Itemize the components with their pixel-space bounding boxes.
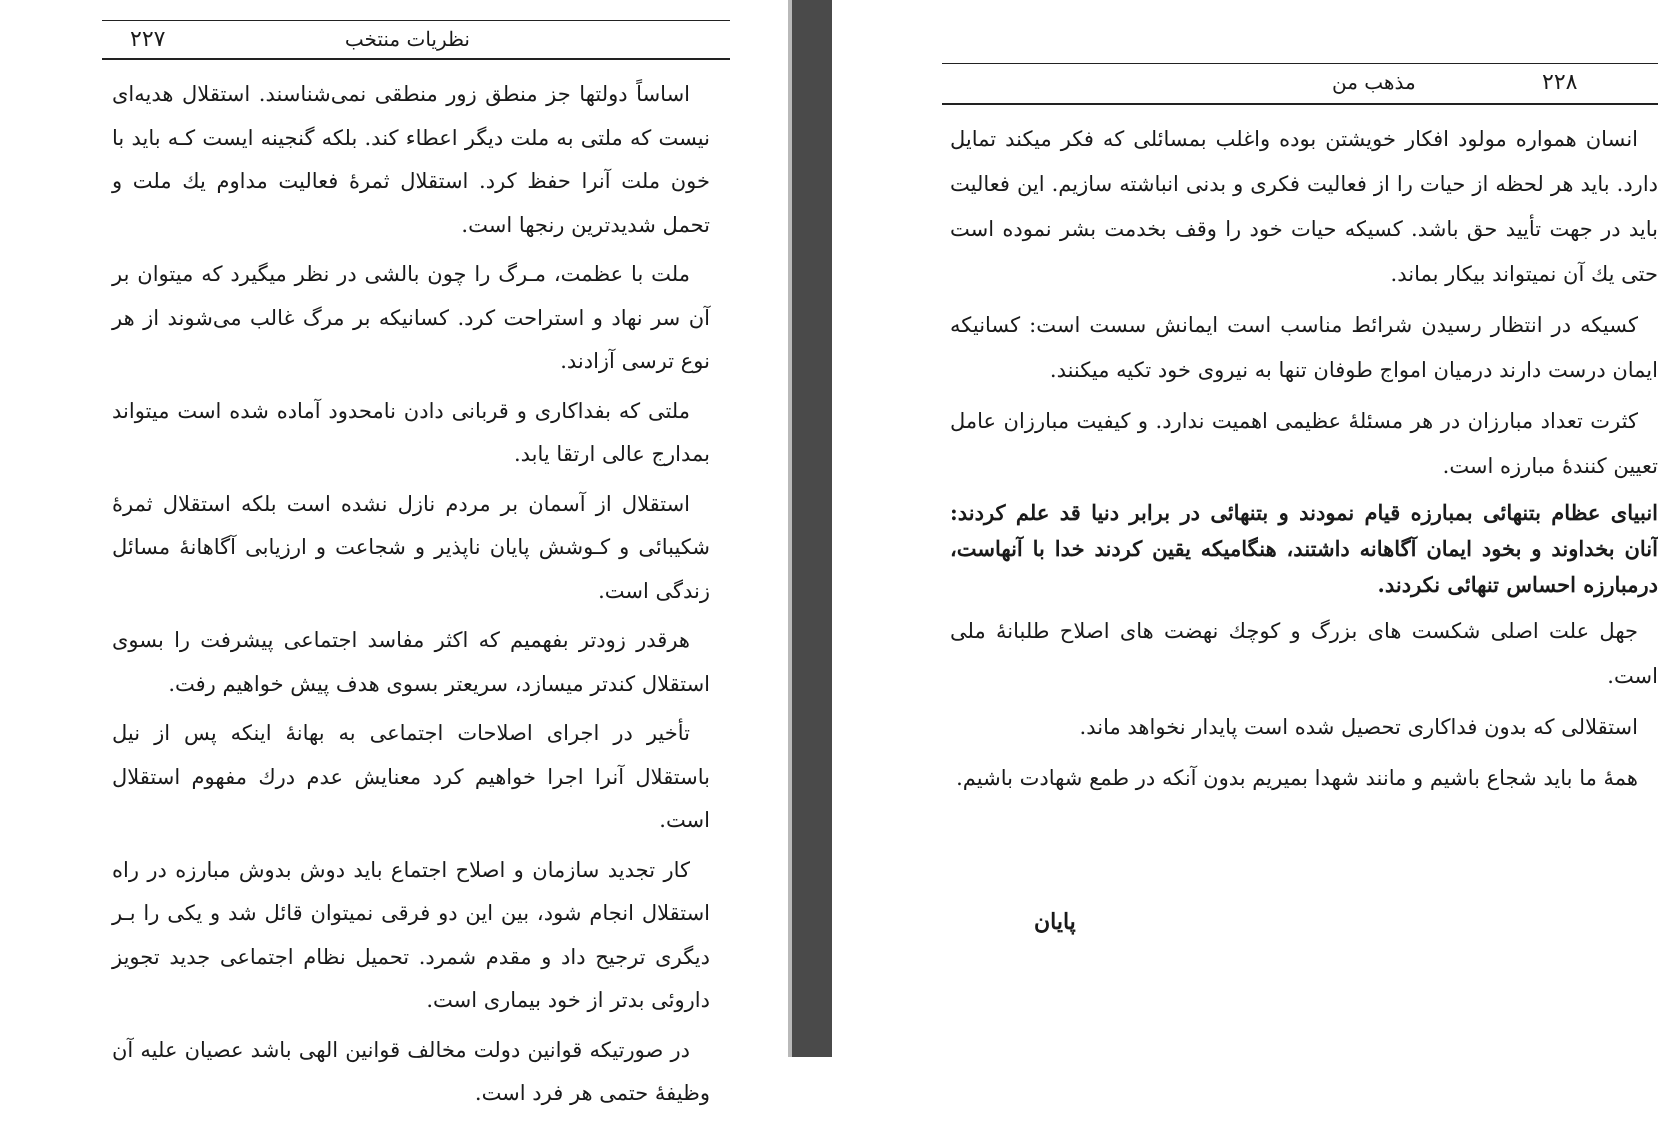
page-number: ۲۲۸	[1542, 69, 1578, 95]
right-page-body	[950, 117, 1658, 807]
paragraph: استقلال از آسمان بر مردم نازل نشده است بلکه استقلال ثمرهٔ شکیبائی و کـوشش پایان ناپذیر و شجاعت و ارزیابی آگاهانهٔ مسائل زندگی است.	[112, 491, 710, 603]
end-mark: پایان	[1034, 909, 1076, 935]
running-title: نظریات منتخب	[344, 27, 470, 51]
paragraph: ملت با عظمت، مـرگ را چون بالشی در نظر میگیرد که میتوان بر آن سر نهاد و استراحت کرد. کسانیکه بر مرگ غالب می‌شوند از هر نوع ترسی آزادند.	[112, 262, 710, 373]
left-page-body	[112, 73, 710, 1122]
header-rule-bottom	[942, 103, 1658, 105]
paragraph: هرقدر زودتر بفهمیم که اکثر مفاسد اجتماعی پیشرفت را بسوی استقلال کندتر میسازد، سریعتر بسوی هدف پیش خواهیم رفت.	[112, 628, 710, 696]
left-page-header	[102, 22, 730, 56]
bold-paragraph: انبیای عظام بتنهائی بمبارزه قیام نمودند و بتنهائی در برابر دنیا قد علم کردند: آنان بخداوند و بخود ایمان آگاهانه داشتند، هنگامیکه یقین کردند خدا با آنهاست، درمبارزه احساس تنهائی نکردند.	[950, 500, 1658, 597]
paragraph: کثرت تعداد مبارزان در هر مسئلهٔ عظیمی اهمیت ندارد. و کیفیت مبارزان عامل تعیین کنندهٔ مبارزه است.	[950, 409, 1658, 478]
paragraph: اساساً دولتها جز منطق زور منطقی نمی‌شناسند. استقلال هدیه‌ای نیست که ملتی به ملت دیگر اعطاء کند. بلکه گنجینه ایست کـه باید با خون ملت آنرا حفظ کرد. استقلال ثمرهٔ فعالیت مداوم يك ملت و تحمل شدیدترین رنجها است.	[112, 82, 710, 237]
paragraph: در صورتیکه قوانین دولت مخالف قوانین الهی باشد عصیان علیه آن وظیفهٔ حتمی هر فرد است.	[112, 1037, 710, 1105]
left-page	[0, 0, 788, 1105]
paragraph: کار تجدید سازمان و اصلاح اجتماع باید دوش بدوش مبارزه در راه استقلال انجام شود، بین این دو فرقی نمیتوان قائل شد و یکی را بـر دیگری ترجیح داد و مقدم شمرد. تحمیل نظام اجتماعی جدید تجویز داروئی بدتر از خود بیماری است.	[112, 857, 710, 1012]
paragraph: ملتی که بفداکاری و قربانی دادن نامحدود آماده شده است میتواند بمدارج عالی ارتقا یابد.	[112, 398, 710, 466]
right-page-header	[942, 65, 1658, 99]
paragraph: استقلالی که بدون فداکاری تحصیل شده است پایدار نخواهد ماند.	[1079, 715, 1638, 739]
paragraph: کسیکه در انتظار رسیدن شرائط مناسب است ایمانش سست است: کسانیکه ایمان درست دارند درمیان امواج طوفان تنها به نیروی خود تکیه میکنند.	[950, 313, 1658, 382]
paragraph: همهٔ ما باید شجاع باشیم و مانند شهدا بمیریم بدون آنکه در طمع شهادت باشیم.	[956, 766, 1638, 790]
header-rule-top	[102, 20, 730, 21]
paragraph: تأخیر در اجرای اصلاحات اجتماعی به بهانهٔ اینکه پس از نیل باستقلال آنرا اجرا خواهیم کرد معنایش عدم درك مفهوم استقلال است.	[112, 721, 710, 832]
paragraph: جهل علت اصلی شکست های بزرگ و کوچك نهضت های اصلاح طلبانهٔ ملی است.	[950, 619, 1658, 688]
paragraph: انسان همواره مولود افکار خویشتن بوده واغلب بمسائلی که فکر میکند تمایل دارد. باید هر لحظه از حیات را از فعالیت فکری و بدنی انباشته سازیم. این فعالیت باید در جهت تأیید حق باشد. کسیکه حیات خود را وقف بخدمت بشر نموده است حتی يك آن نمیتواند بیکار بماند.	[950, 127, 1658, 286]
running-title: مذهب من	[1332, 70, 1416, 94]
right-page	[832, 0, 1658, 1057]
header-rule-bottom	[102, 58, 730, 60]
book-gutter	[792, 0, 832, 1057]
header-rule-top	[942, 63, 1658, 64]
page-number: ۲۲۷	[130, 26, 166, 52]
